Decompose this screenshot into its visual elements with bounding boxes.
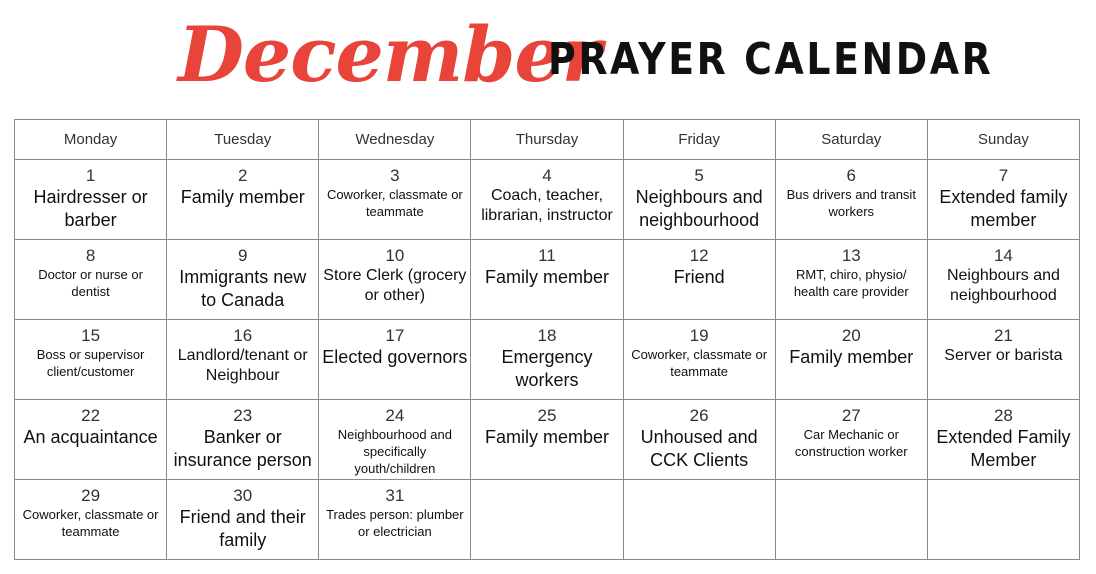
prayer-subject: Coworker, classmate or teammate xyxy=(22,507,159,539)
day-cell xyxy=(15,240,167,320)
prayer-subject: Neighbourhood and specifically youth/children xyxy=(337,427,452,476)
prayer-subject: Doctor or nurse or dentist xyxy=(38,267,143,299)
prayer-subject: Immigrants new to Canada xyxy=(179,267,307,310)
day-number: 25 xyxy=(537,406,557,425)
day-number: 13 xyxy=(841,246,861,265)
day-cell xyxy=(167,160,319,240)
day-number: 19 xyxy=(689,326,709,345)
prayer-subject: Family member xyxy=(180,187,305,207)
day-number: 26 xyxy=(689,406,709,425)
day-number: 20 xyxy=(841,326,861,345)
prayer-subject: Extended family member xyxy=(939,187,1068,230)
day-number: 31 xyxy=(385,486,405,505)
prayer-subject: Friend and their family xyxy=(179,507,306,550)
day-cell xyxy=(775,320,927,400)
day-number: 8 xyxy=(85,246,96,265)
day-cell xyxy=(319,240,471,320)
day-cell xyxy=(927,160,1079,240)
day-cell xyxy=(471,400,623,480)
day-cell xyxy=(167,400,319,480)
prayer-subject: Hairdresser or barber xyxy=(33,187,148,230)
weekday-header: Wednesday xyxy=(319,120,471,160)
day-cell xyxy=(167,480,319,560)
week-row xyxy=(15,400,1080,480)
prayer-subject: Family member xyxy=(484,267,609,287)
day-number: 7 xyxy=(998,166,1009,185)
prayer-subject: Coworker, classmate or teammate xyxy=(631,347,768,379)
prayer-subject: Friend xyxy=(673,267,725,287)
prayer-subject: Family member xyxy=(484,427,609,447)
day-cell xyxy=(319,400,471,480)
empty-day-cell xyxy=(775,480,927,560)
day-cell xyxy=(319,480,471,560)
prayer-subject: Car Mechanic or construction worker xyxy=(794,427,908,459)
month-title: December xyxy=(178,10,601,99)
day-number: 9 xyxy=(237,246,248,265)
day-number: 22 xyxy=(81,406,101,425)
day-cell xyxy=(319,320,471,400)
prayer-subject: Unhoused and CCK Clients xyxy=(640,427,758,470)
prayer-subject: Emergency workers xyxy=(501,347,593,390)
day-number: 21 xyxy=(993,326,1013,345)
day-cell xyxy=(471,320,623,400)
prayer-subject: Banker or insurance person xyxy=(173,427,312,470)
prayer-subject: Bus drivers and transit workers xyxy=(786,187,916,219)
day-number: 6 xyxy=(846,166,856,185)
prayer-subject: Landlord/tenant or Neighbour xyxy=(177,347,308,384)
prayer-subject: Store Clerk (grocery or other) xyxy=(323,267,467,304)
day-cell xyxy=(623,240,775,320)
prayer-subject: RMT, chiro, physio/ health care provider xyxy=(793,267,909,299)
day-number: 28 xyxy=(993,406,1013,425)
day-cell xyxy=(15,160,167,240)
week-row xyxy=(15,240,1080,320)
day-number: 11 xyxy=(538,246,556,265)
day-cell xyxy=(775,240,927,320)
day-cell xyxy=(471,240,623,320)
prayer-subject: Neighbours and neighbourhood xyxy=(635,187,763,230)
weekday-header: Thursday xyxy=(471,120,623,160)
empty-day-cell xyxy=(471,480,623,560)
day-cell xyxy=(623,400,775,480)
day-number: 3 xyxy=(390,166,400,185)
prayer-subject: Family member xyxy=(789,347,914,367)
day-cell xyxy=(471,160,623,240)
day-cell xyxy=(927,240,1079,320)
prayer-subject: Elected governors xyxy=(322,347,468,367)
day-number: 23 xyxy=(233,406,253,425)
week-row xyxy=(15,320,1080,400)
calendar-grid xyxy=(14,119,1080,560)
prayer-subject: Trades person: plumber or electrician xyxy=(326,507,464,539)
day-number: 2 xyxy=(237,166,248,185)
day-number: 4 xyxy=(542,166,552,185)
week-row xyxy=(15,160,1080,240)
weekday-header: Friday xyxy=(623,120,775,160)
calendar-body xyxy=(15,160,1080,560)
week-row xyxy=(15,480,1080,560)
day-cell xyxy=(927,320,1079,400)
prayer-subject: Extended Family Member xyxy=(936,427,1071,470)
day-number: 14 xyxy=(993,246,1013,265)
prayer-subject: An acquaintance xyxy=(23,427,158,447)
day-number: 18 xyxy=(537,326,557,345)
weekday-header-row xyxy=(15,120,1080,160)
day-number: 30 xyxy=(233,486,253,505)
day-cell xyxy=(15,320,167,400)
day-number: 16 xyxy=(233,326,253,345)
day-cell xyxy=(623,160,775,240)
prayer-subject: Coworker, classmate or teammate xyxy=(326,187,463,219)
day-number: 24 xyxy=(385,406,405,425)
day-cell xyxy=(775,400,927,480)
weekday-header: Saturday xyxy=(775,120,927,160)
day-cell xyxy=(15,400,167,480)
prayer-subject: Boss or supervisor client/customer xyxy=(36,347,145,379)
day-cell xyxy=(167,240,319,320)
calendar-subtitle: PRAYER CALENDAR xyxy=(548,34,994,85)
day-number: 10 xyxy=(385,246,405,265)
day-cell xyxy=(15,480,167,560)
calendar-header xyxy=(0,0,1096,118)
day-cell xyxy=(623,320,775,400)
day-cell xyxy=(319,160,471,240)
day-number: 12 xyxy=(689,246,709,265)
weekday-header: Sunday xyxy=(927,120,1079,160)
day-number: 17 xyxy=(385,326,405,345)
empty-day-cell xyxy=(927,480,1079,560)
day-cell xyxy=(775,160,927,240)
weekday-header: Tuesday xyxy=(167,120,319,160)
prayer-subject: Server or barista xyxy=(944,347,1063,364)
day-number: 5 xyxy=(694,166,704,185)
weekday-header: Monday xyxy=(15,120,167,160)
day-cell xyxy=(927,400,1079,480)
day-number: 27 xyxy=(841,406,861,425)
prayer-subject: Neighbours and neighbourhood xyxy=(946,267,1060,304)
day-number: 15 xyxy=(81,326,101,345)
day-cell xyxy=(167,320,319,400)
day-number: 29 xyxy=(81,486,101,505)
empty-day-cell xyxy=(623,480,775,560)
prayer-subject: Coach, teacher, librarian, instructor xyxy=(481,187,613,224)
day-number: 1 xyxy=(85,166,96,185)
